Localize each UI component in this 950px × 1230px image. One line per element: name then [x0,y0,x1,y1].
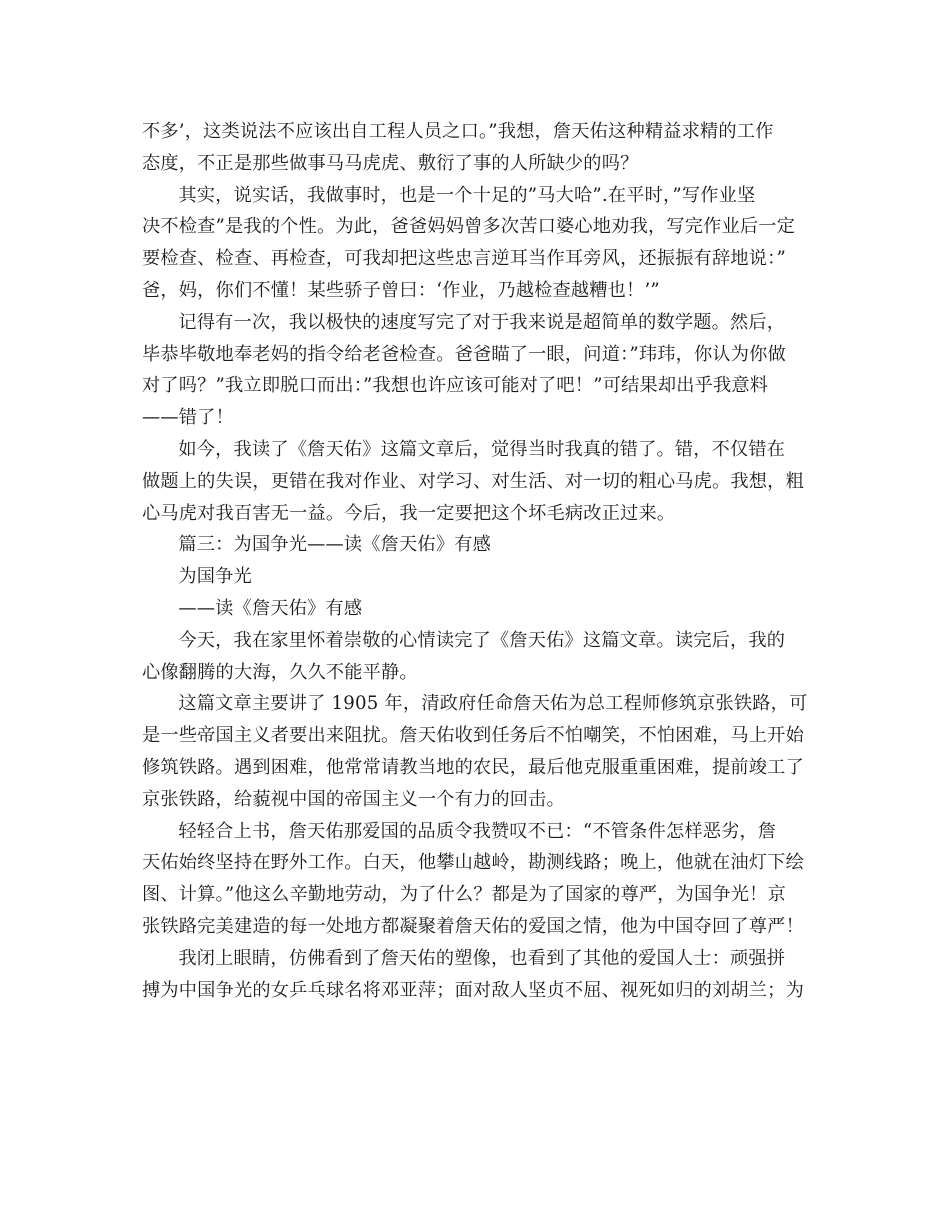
text-line: 今天，我在家里怀着崇敬的心情读完了《詹天佑》这篇文章。读完后，我的 [178,629,786,651]
text-line: 记得有一次，我以极快的速度写完了对于我来说是超简单的数学题。然后， [178,311,786,333]
text-line: ——读《詹天佑》有感 [178,597,363,619]
text-line: 决不检查”是我的个性。为此，爸爸妈妈曾多次苦口婆心地劝我，写完作业后一定 [142,216,796,238]
text-line: 其实，说实话，我做事时，也是一个十足的”马大哈”.在平时，”写作业坚 [178,184,756,206]
text-line: 我闭上眼睛，仿佛看到了詹天佑的塑像，也看到了其他的爱国人士：顽强拼 [178,947,786,969]
text-line: 搏为中国争光的女乒乓球名将邓亚萍；面对敌人坚贞不屈、视死如归的刘胡兰；为 [142,979,804,1001]
text-line: 是一些帝国主义者要出来阻扰。詹天佑收到任务后不怕嘲笑，不怕困难，马上开始 [142,725,804,747]
text-line: 京张铁路，给藐视中国的帝国主义一个有力的回击。 [142,788,565,810]
text-line: 做题上的失误，更错在我对作业、对学习、对生活、对一切的粗心马虎。我想，粗 [142,470,804,492]
text-line: 修筑铁路。遇到困难，他常常请教当地的农民，最后他克服重重困难，提前竣工了 [142,756,804,778]
text-line: 爸，妈，你们不懂！某些骄子曾曰：‘作业，乃越检查越糟也！’” [142,279,660,301]
text-line: 图、计算。”他这么辛勤地劳动，为了什么？都是为了国家的尊严，为国争光！京 [142,884,786,906]
text-line: 如今，我读了《詹天佑》这篇文章后，觉得当时我真的错了。错，不仅错在 [178,438,786,460]
text-line: 篇三：为国争光——读《詹天佑》有感 [178,534,491,556]
text-line: 为国争光 [178,566,252,588]
text-line: 轻轻合上书，詹天佑那爱国的品质令我赞叹不已：“不管条件怎样恶劣，詹 [178,820,777,842]
text-line: ——错了！ [142,407,234,429]
text-line: 态度，不正是那些做事马马虎虎、敷衍了事的人所缺少的吗？ [142,152,639,174]
text-line: 天佑始终坚持在野外工作。白天，他攀山越岭，勘测线路；晚上，他就在油灯下绘 [142,852,804,874]
text-line: 对了吗？”我立即脱口而出：”我想也许应该可能对了吧！”可结果却出乎我意料 [142,375,769,397]
text-line: 毕恭毕敬地奉老妈的指令给老爸检查。爸爸瞄了一眼，问道：”玮玮，你认为你做 [142,343,786,365]
text-line: 这篇文章主要讲了 1905 年，清政府任命詹天佑为总工程师修筑京张铁路，可 [178,693,808,715]
text-line: 心马虎对我百害无一益。今后，我一定要把这个坏毛病改正过来。 [142,502,676,524]
document-body-text [142,116,814,1006]
text-line: 要检查、检查、再检查，可我却把这些忠言逆耳当作耳旁风，还振振有辞地说：” [142,248,786,270]
text-line: 心像翻腾的大海，久久不能平静。 [142,661,418,683]
text-line: 不多’，这类说法不应该出自工程人员之口。”我想，詹天佑这种精益求精的工作 [142,121,774,142]
text-line: 张铁路完美建造的每一处地方都凝聚着詹天佑的爱国之情，他为中国夺回了尊严！ [142,915,804,937]
